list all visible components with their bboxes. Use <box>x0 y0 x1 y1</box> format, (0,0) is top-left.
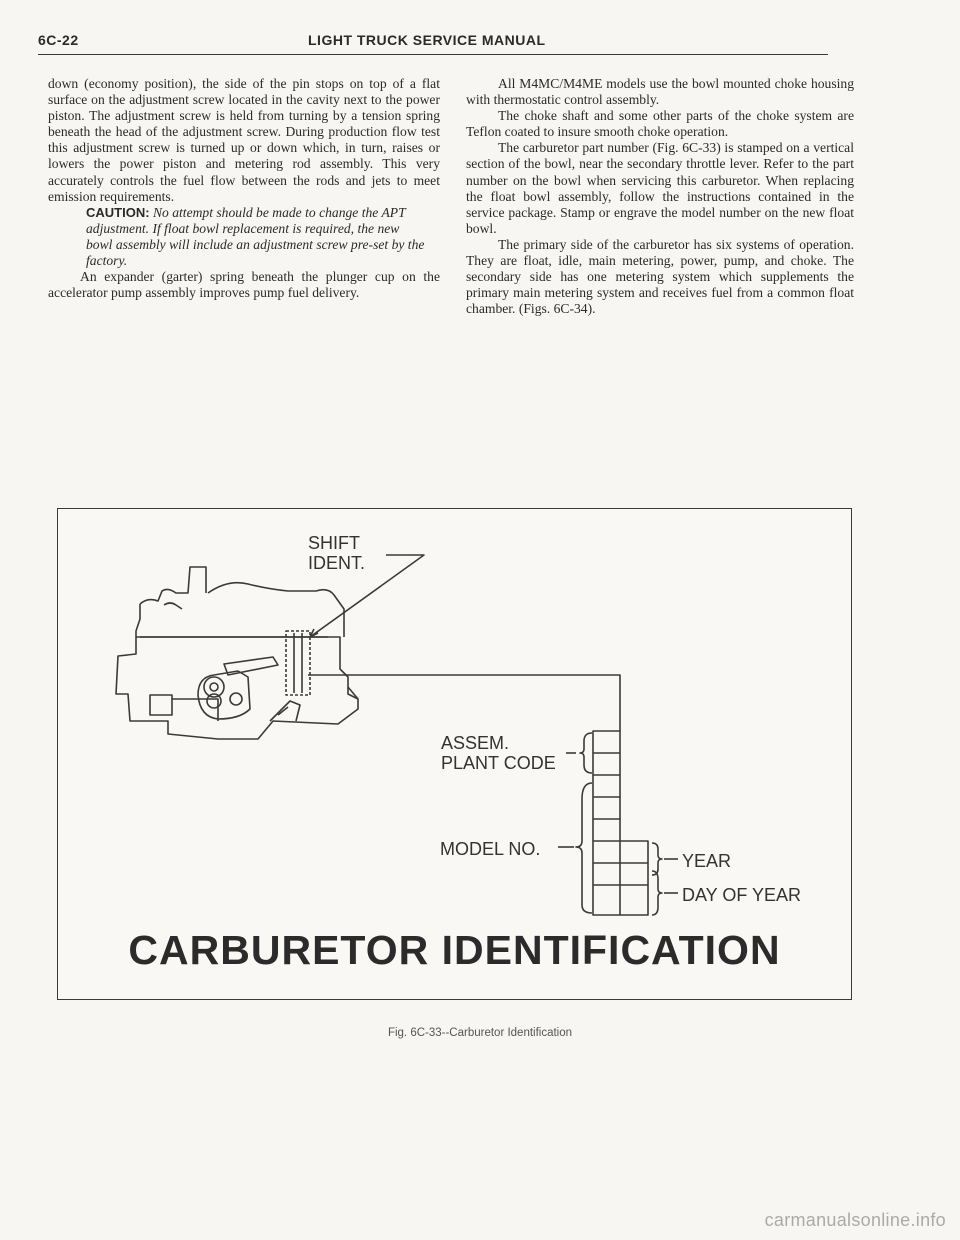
left-paragraph-2: An expander (garter) spring beneath the plunger cup on the accelerator pump assembly improves pump fuel delivery. <box>48 269 440 301</box>
carburetor-identification-figure <box>57 508 852 1000</box>
assem-plant-code-label <box>441 733 556 773</box>
ident-label: IDENT. <box>308 553 366 573</box>
left-column <box>48 76 440 301</box>
day-of-year-label: DAY OF YEAR <box>682 885 802 905</box>
page-header <box>38 28 828 55</box>
right-paragraph-3: The carburetor part number (Fig. 6C-33) is stamped on a vertical section of the bowl, near the secondary throttle lever. Refer to the part number on the bowl when servicing this carburetor. When replacing the float bowl assembly, follow the instructions contained in the service package. Stamp or engrave the model number on the new float bowl. <box>466 140 854 236</box>
model-no-label: MODEL NO. <box>440 839 541 859</box>
right-paragraph-4: The primary side of the carburetor has six systems of operation. They are float, idle, main metering, power, pump, and choke. The secondary side has one metering system which supplements the primary main metering system and receives fuel from a common float chamber. (Figs. 6C-34). <box>466 236 854 317</box>
shift-label: SHIFT <box>308 533 360 553</box>
caution-text: No attempt should be made to change the APT adjustment. If float bowl replacement is required, the new bowl assembly will include an adjustment screw pre-set by the factory. <box>86 204 425 269</box>
watermark-footer: carmanualsonline.info <box>764 1210 946 1230</box>
manual-title: LIGHT TRUCK SERVICE MANUAL <box>308 32 546 48</box>
page-number: 6C-22 <box>38 32 79 48</box>
right-column <box>466 76 854 317</box>
plant-code-label: PLANT CODE <box>441 753 556 773</box>
right-paragraph-2: The choke shaft and some other parts of the choke system are Teflon coated to insure smooth choke operation. <box>466 108 854 140</box>
figure-title: CARBURETOR IDENTIFICATION <box>128 927 781 973</box>
figure-caption: Fig. 6C-33--Carburetor Identification <box>387 1027 573 1039</box>
shift-ident-label <box>308 533 365 573</box>
assem-label: ASSEM. <box>441 733 510 753</box>
left-paragraph-1: down (economy position), the side of the pin stops on top of a flat surface on the adjustment screw located in the cavity next to the power piston. The adjustment screw is held from turning by a tension spring beneath the head of the adjustment screw. During production flow test this adjustment screw is turned up or down which, in turn, raises or lowers the power piston and metering rod assembly. This very accurately controls the fuel flow between the rods and jets to meet emission requirements. <box>48 76 440 204</box>
year-label: YEAR <box>682 851 732 871</box>
caution-note <box>48 205 440 269</box>
caution-label: CAUTION: <box>86 204 150 220</box>
right-paragraph-1: All M4MC/M4ME models use the bowl mounted choke housing with thermostatic control assembly. <box>466 76 854 108</box>
